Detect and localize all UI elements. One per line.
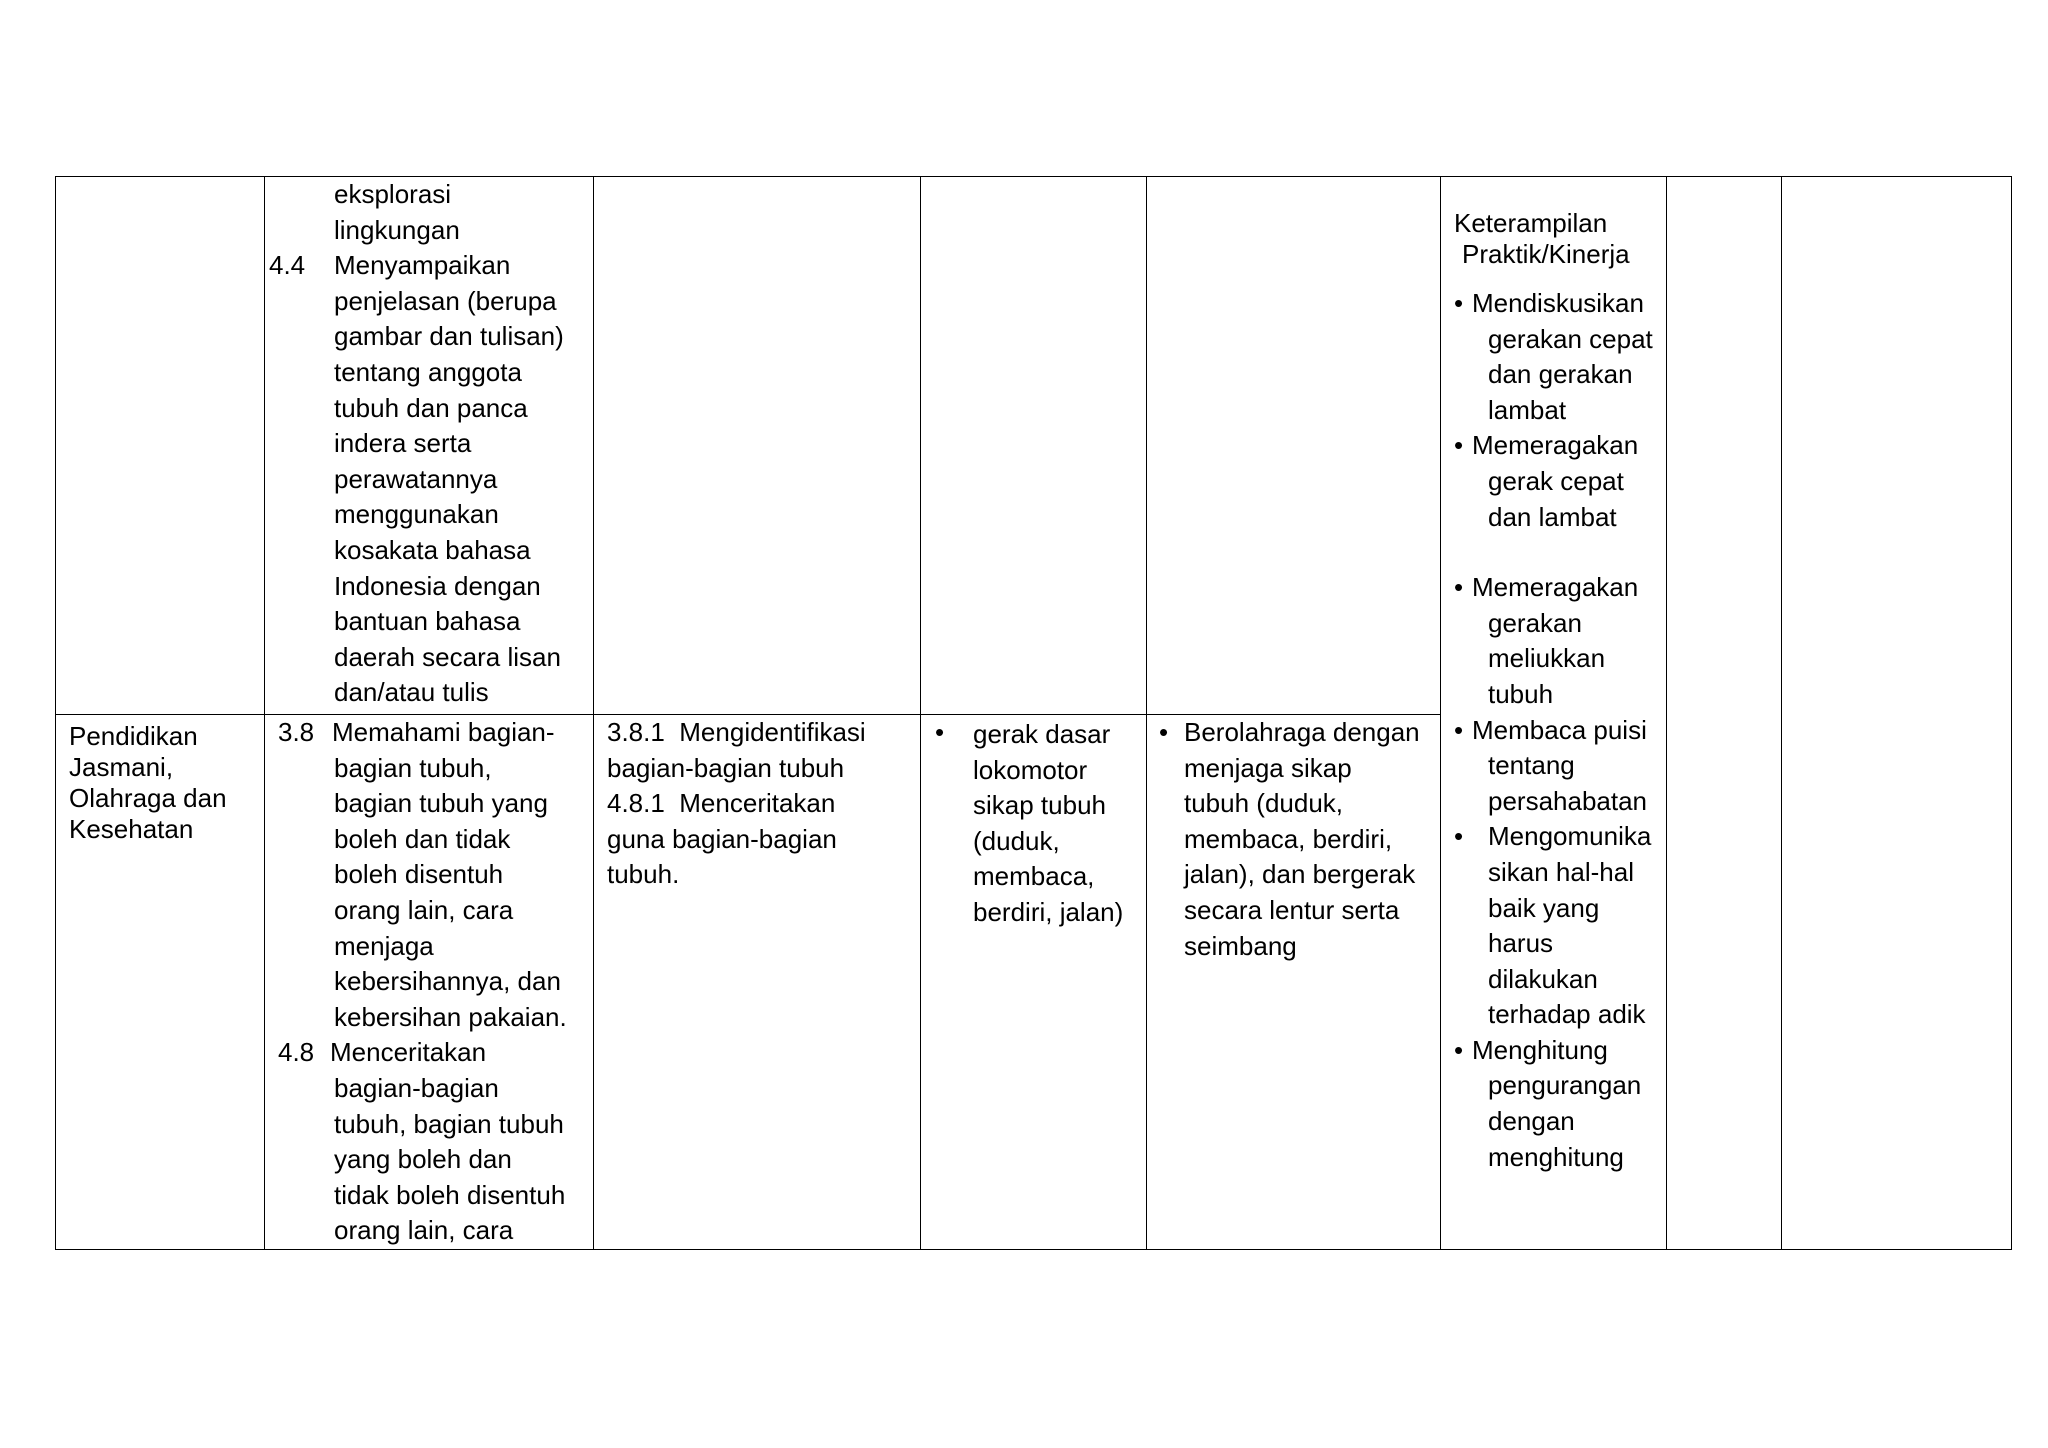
penilaian-item: • Mendiskusikan gerakan cepat dan gerakan lambat [1454, 288, 1653, 425]
kd-3-8 [265, 715, 593, 1035]
subject-cell [56, 715, 265, 1250]
kegiatan-cell-empty [1147, 177, 1441, 715]
kd-line: tidak boleh disentuh [334, 1179, 566, 1210]
kd-continuation [265, 177, 593, 248]
kegiatan-cell [1147, 715, 1441, 1250]
materi-line: gerak dasar [973, 719, 1111, 749]
kegiatan-list [1147, 715, 1440, 964]
syllabus-table [55, 176, 2012, 1250]
kd-line: menjaga [334, 930, 434, 961]
kd-4-4 [265, 248, 593, 711]
penilaian-item: • Memeragakan gerak cepat dan lambat [1454, 430, 1639, 532]
penilaian-cell [1441, 177, 1667, 1250]
subject-cell-empty [56, 177, 265, 715]
bullet-icon: • [1454, 714, 1464, 745]
kd-line: boleh disentuh [334, 859, 504, 890]
kd-line: Memahami bagian- [332, 717, 555, 747]
indicator-line: 4.8.1 Menceritakan [607, 788, 836, 819]
penilaian-item: • Memeragakan gerakan meliukkan tubuh [1454, 572, 1639, 709]
kd-line: bagian-bagian [334, 1072, 499, 1103]
kd-line: penjelasan (berupa [334, 285, 557, 316]
bullet-icon: • [1454, 821, 1464, 852]
kd-line: orang lain, cara [334, 894, 514, 925]
penilaian-heading: Keterampilan [1454, 208, 1608, 238]
kd-line: perawatannya [334, 463, 498, 494]
kd-line: lingkungan [334, 214, 460, 245]
kd-4-8 [265, 1035, 593, 1249]
materi-line: (duduk, [973, 825, 1060, 856]
indicator-line: 3.8.1 Mengidentifikasi [607, 717, 866, 747]
kegiatan-line: jalan), dan bergerak [1184, 859, 1416, 890]
kd-line: kebersihan pakaian. [334, 1001, 567, 1032]
bullet-icon: • [935, 717, 945, 747]
subject-line: Jasmani, [69, 752, 174, 782]
bullet-icon: • [1454, 572, 1464, 603]
kd-number: 4.4 [269, 250, 306, 281]
bullet-icon: • [1454, 430, 1464, 461]
table-row [56, 177, 2012, 715]
kd-line: bagian tubuh, [334, 752, 492, 783]
kd-number: 3.8 [278, 717, 315, 747]
kd-line: tubuh dan panca [334, 392, 528, 423]
penilaian-item: • Mengomunika sikan hal-hal baik yang harus dilakukan terhadap adik [1454, 821, 1652, 1030]
kd-cell [265, 715, 594, 1250]
indicator-line: bagian-bagian tubuh [607, 752, 845, 783]
kegiatan-line: tubuh (duduk, [1184, 788, 1344, 819]
indicator-line: guna bagian-bagian [607, 823, 837, 854]
materi-cell-empty [921, 177, 1147, 715]
materi-cell [921, 715, 1147, 1250]
penilaian-item: • Membaca puisi tentang persahabatan [1454, 714, 1648, 816]
kd-line: tubuh, bagian tubuh [334, 1108, 564, 1139]
materi-list [921, 715, 1146, 931]
bullet-icon: • [1159, 717, 1169, 747]
materi-line: membaca, [973, 861, 1095, 892]
penilaian-item: • Menghitung pengurangan dengan menghitung [1454, 1034, 1642, 1172]
kegiatan-line: membaca, berdiri, [1184, 823, 1393, 854]
kd-line: dan/atau tulis [334, 677, 489, 708]
kd-line: bagian tubuh yang [334, 788, 548, 819]
extra-cell-empty [1667, 177, 1782, 1250]
kegiatan-line: seimbang [1184, 930, 1297, 961]
indicator-cell-empty [594, 177, 921, 715]
kd-line: gambar dan tulisan) [334, 321, 564, 352]
penilaian-subheading: Praktik/Kinerja [1462, 239, 1630, 269]
kd-line: eksplorasi [334, 179, 452, 209]
indicator-cell [594, 715, 921, 1250]
kd-line: Menyampaikan [334, 250, 511, 281]
kd-line: kebersihannya, dan [334, 966, 561, 997]
kd-line: boleh dan tidak [334, 823, 511, 854]
extra-cell-empty [1782, 177, 2012, 1250]
kd-line: bantuan bahasa [334, 606, 521, 637]
subject-line: Kesehatan [69, 814, 194, 844]
kd-line: yang boleh dan [334, 1144, 512, 1175]
kd-line: orang lain, cara [334, 1215, 514, 1246]
materi-line: berdiri, jalan) [973, 896, 1124, 927]
kd-line: tentang anggota [334, 356, 522, 387]
kd-line: Menceritakan [330, 1037, 487, 1068]
kegiatan-line: Berolahraga dengan [1184, 717, 1420, 747]
kd-line: daerah secara lisan [334, 641, 561, 672]
kd-line: menggunakan [334, 499, 499, 530]
kd-number: 4.8 [278, 1037, 315, 1068]
subject-line: Olahraga dan [69, 783, 227, 813]
bullet-icon: • [1454, 288, 1464, 318]
kd-line: kosakata bahasa [334, 534, 531, 565]
materi-line: lokomotor [973, 754, 1088, 785]
kegiatan-line: secara lentur serta [1184, 894, 1400, 925]
materi-line: sikap tubuh [973, 790, 1106, 821]
kegiatan-line: menjaga sikap [1184, 752, 1352, 783]
kd-line: Indonesia dengan [334, 570, 541, 601]
indicator-line: tubuh. [607, 859, 680, 890]
subject-line: Pendidikan [69, 721, 198, 751]
kd-cell-continued [265, 177, 594, 715]
kd-line: indera serta [334, 428, 472, 459]
bullet-icon: • [1454, 1034, 1464, 1065]
